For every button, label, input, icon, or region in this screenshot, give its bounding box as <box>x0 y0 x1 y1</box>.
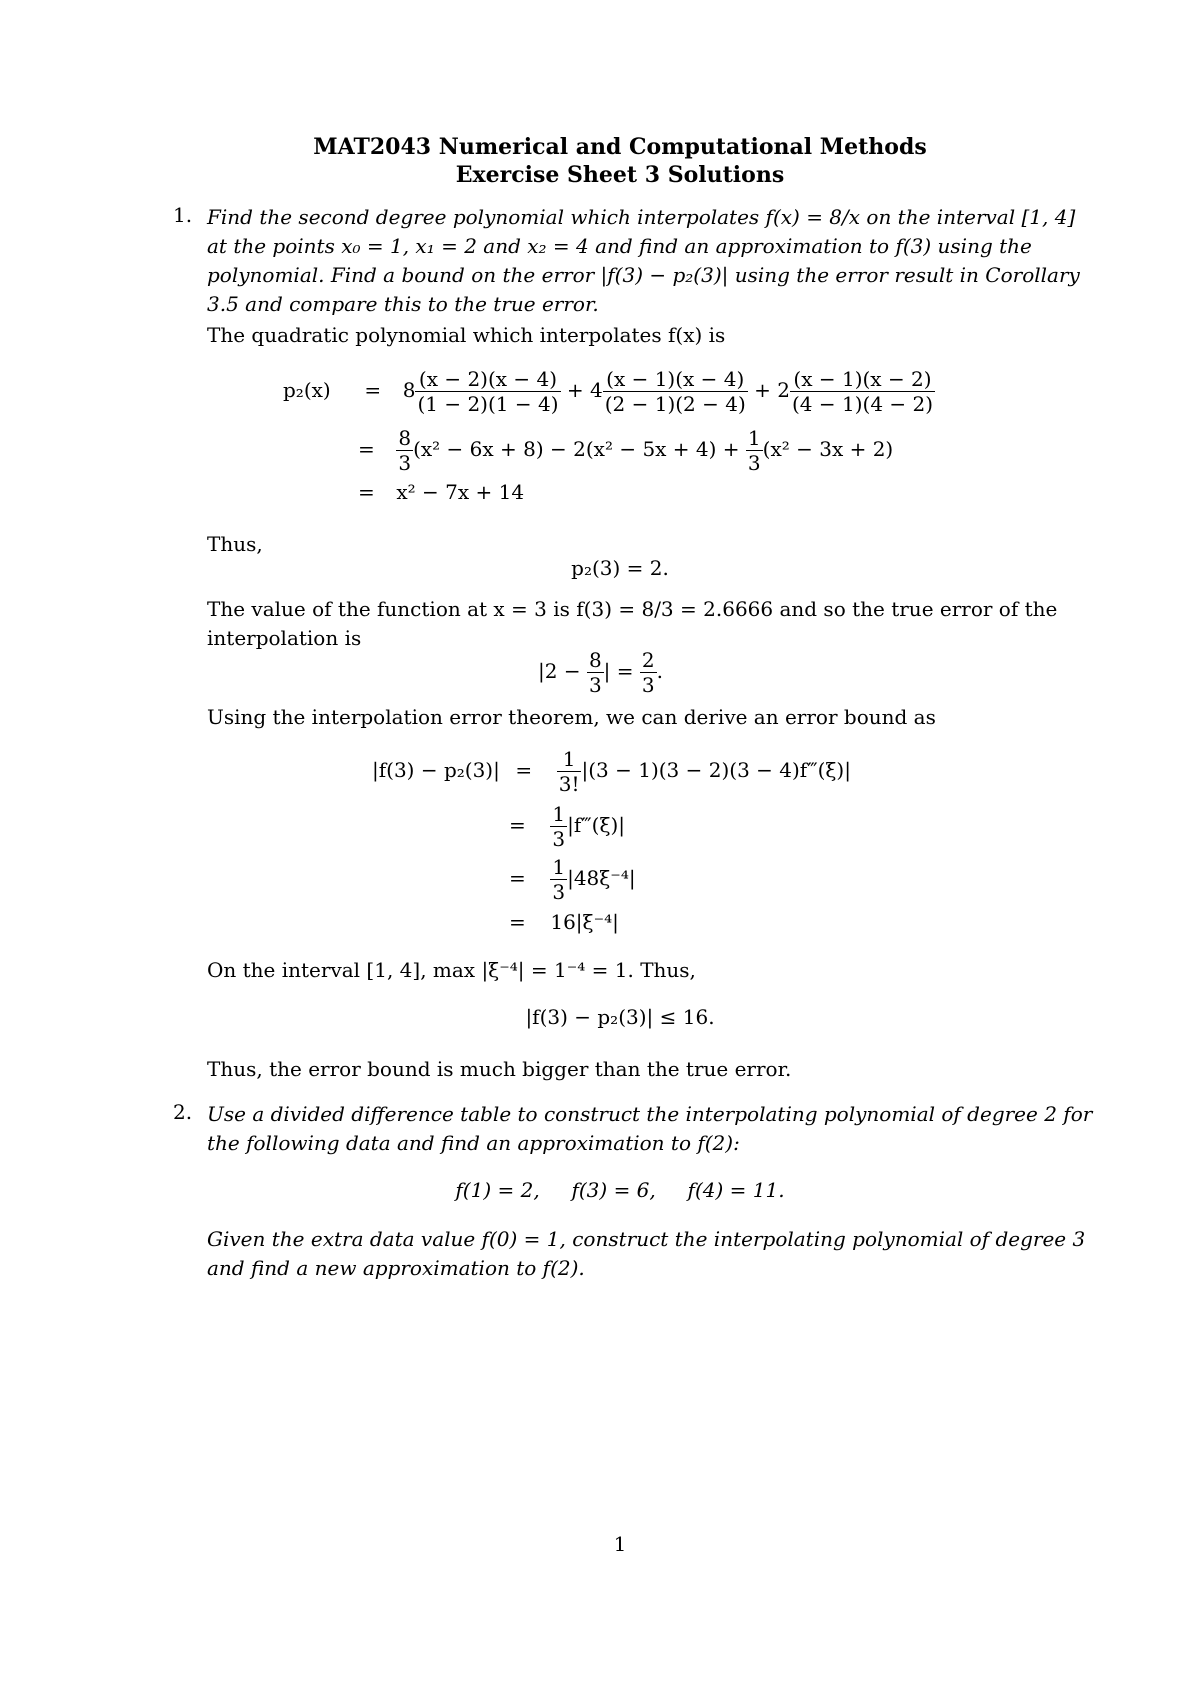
thus-label: Thus, <box>207 532 263 556</box>
question-1-statement <box>207 203 1107 319</box>
equation-line-3: = x² − 7x + 14 <box>358 480 525 504</box>
fraction: $\frac{(x - 2)(x - 4)}{(1 - 2)(1 - 4)}$ <box>417 367 559 416</box>
true-error-equation: |2 − $\frac{8}{3}$ | = $\frac{2}{3}$ . <box>538 648 663 697</box>
question-2-number: 2. <box>173 1100 193 1124</box>
true-value-paragraph: The value of the function at x = 3 is f(3) = 8/3 = 2.6666 and so the true error of the interpolation is <box>207 597 1058 650</box>
document-title: MAT2043 Numerical and Computational Methods <box>313 134 927 160</box>
equals: = <box>358 480 375 504</box>
question-2-data: f(1) = 2, f(3) = 6, f(4) = 11. <box>455 1178 785 1202</box>
bound-line-2: = $\frac{1}{3}$ |f‴(ξ)| <box>509 802 625 851</box>
coefficient: + 4 <box>566 378 603 402</box>
equals: = <box>358 437 375 461</box>
page-number: 1 <box>613 1532 627 1556</box>
p2-value: p₂(3) = 2. <box>571 556 669 580</box>
bound-intro: Using the interpolation error theorem, we can derive an error bound as <box>207 705 936 729</box>
p2-lhs: p₂(x) <box>283 378 331 402</box>
coefficient: 8 <box>402 378 416 402</box>
fraction: $\frac{8}{3}$ <box>398 426 412 475</box>
question-1-number: 1. <box>173 203 193 227</box>
question-2-extra: Given the extra data value f(0) = 1, construct the interpolating polynomial of degree 3 and find a new approximation to f(2). <box>207 1227 1086 1280</box>
document-subtitle: Exercise Sheet 3 Solutions <box>455 162 785 188</box>
final-bound: |f(3) − p₂(3)| ≤ 16. <box>525 1005 715 1029</box>
coefficient: + 2 <box>754 378 790 402</box>
conclusion: Thus, the error bound is much bigger than the true error. <box>207 1057 792 1081</box>
fraction: $\frac{(x - 1)(x - 2)}{(4 - 1)(4 - 2)}$ <box>791 367 934 416</box>
equation-line-2: = $\frac{8}{3}$ (x² − 6x + 8) − 2(x² − 5x + 4) + $\frac{1}{3}$ (x² − 3x + 2) <box>358 426 894 475</box>
statement-line: Find the second degree polynomial which interpolates f(x) = 8/x on the interval [1, 4] <box>207 205 1076 229</box>
bound-line-1: |f(3) − p₂(3)| = $\frac{1}{3!}$ |(3 − 1)(3 − 2)(3 − 4)f‴(ξ)| <box>372 747 851 796</box>
equals: = <box>364 378 382 402</box>
solution-intro: The quadratic polynomial which interpolates f(x) is <box>207 323 726 347</box>
equation-line-1 <box>283 367 935 416</box>
bound-line-3: = $\frac{1}{3}$ |48ξ⁻⁴| <box>509 855 636 904</box>
statement-line: polynomial. Find a bound on the error |f(3) − p₂(3)| using the error result in Corollary <box>207 263 1080 287</box>
question-2-statement: Use a divided difference table to construct the interpolating polynomial of degree 2 for the following data and find an approximation to f(2): <box>207 1102 1093 1155</box>
interval-line: On the interval [1, 4], max |ξ⁻⁴| = 1⁻⁴ = 1. Thus, <box>207 958 696 982</box>
bound-line-4: = 16|ξ⁻⁴| <box>509 910 619 934</box>
fraction: $\frac{(x - 1)(x - 4)}{(2 - 1)(2 - 4)}$ <box>604 367 746 416</box>
fraction: $\frac{1}{3}$ <box>747 426 761 475</box>
statement-line: 3.5 and compare this to the true error. <box>207 292 599 316</box>
statement-line: at the points x₀ = 1, x₁ = 2 and x₂ = 4 and find an approximation to f(3) using the <box>207 234 1032 258</box>
